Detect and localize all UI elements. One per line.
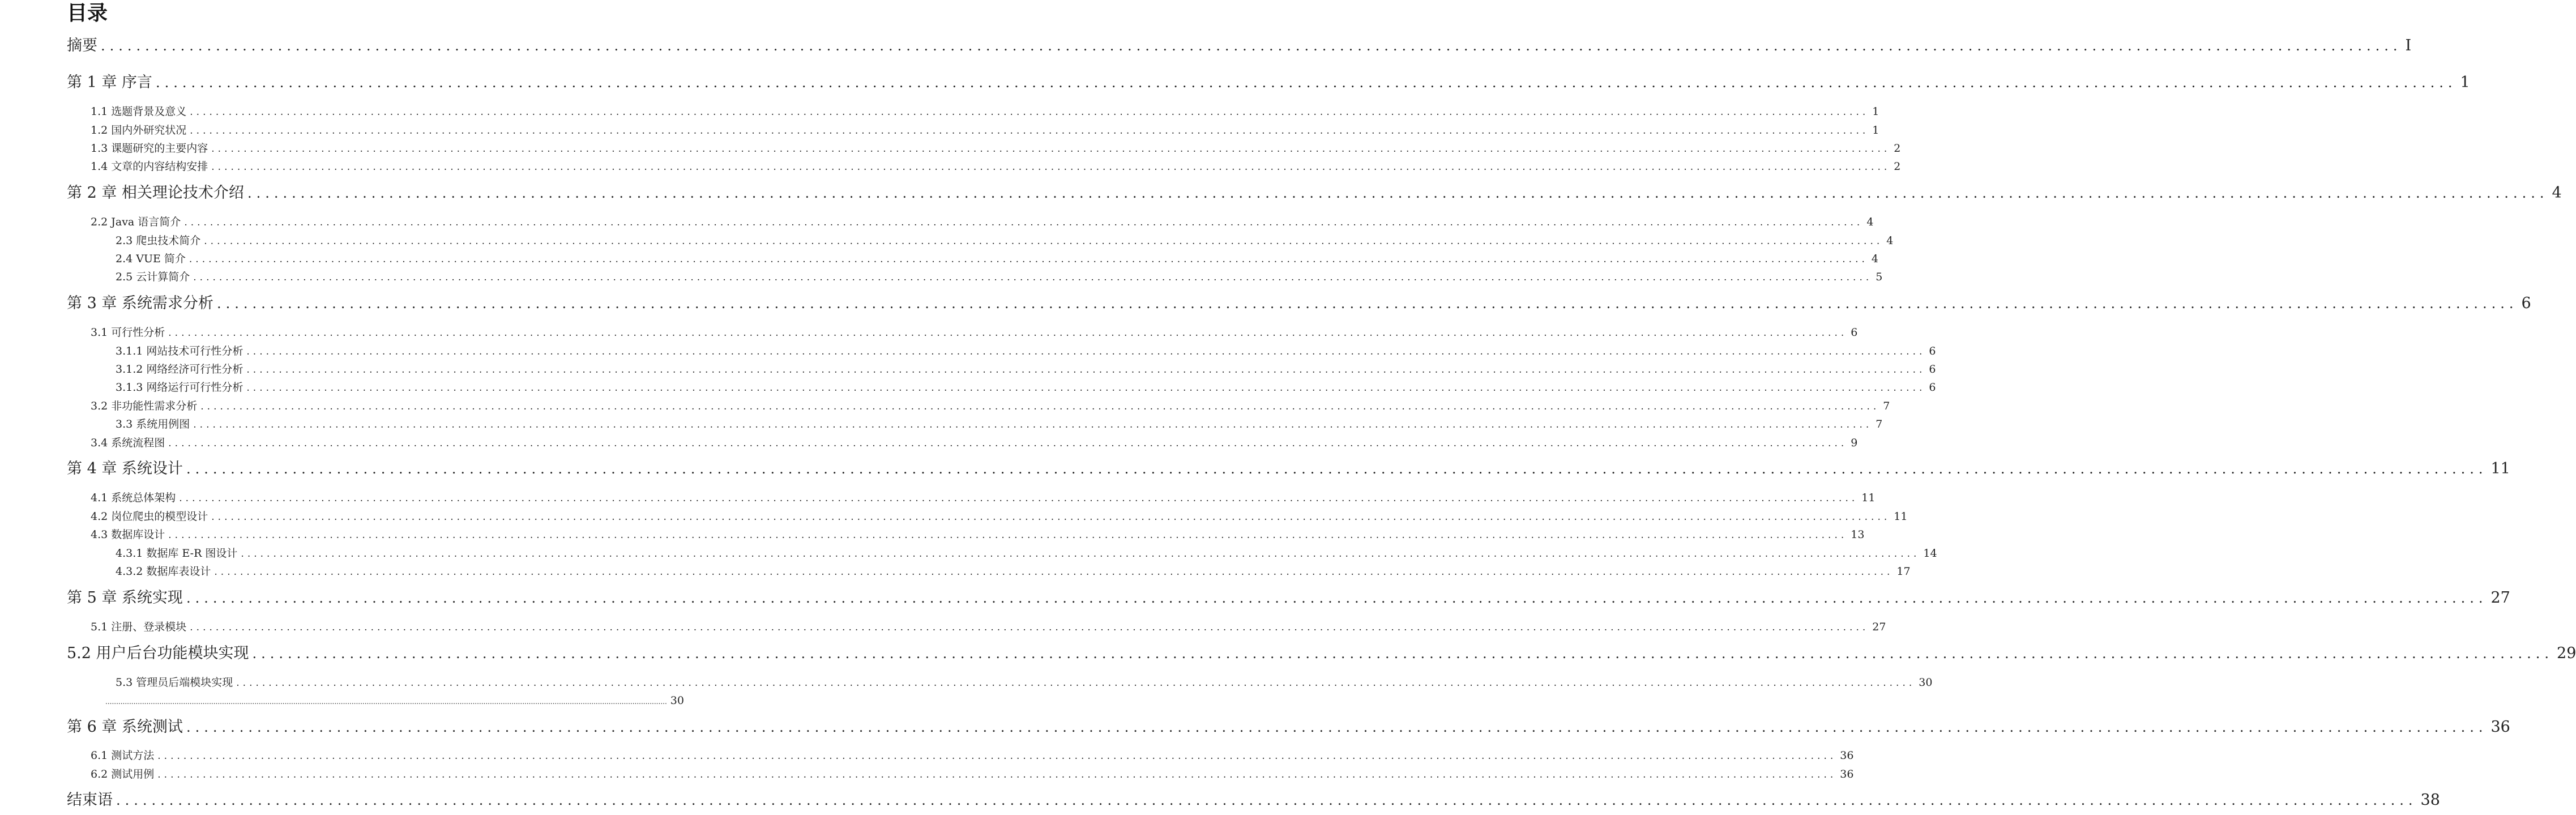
toc-dot-leader: .................................................................................................................................................................................................................................................................... — [186, 719, 2488, 735]
toc-entry-title: 第 3 章 系统需求分析 — [67, 295, 213, 312]
toc-page-number: 36 — [2490, 718, 2510, 736]
toc-entry-title: 2.3 爬虫技术简介 — [116, 234, 201, 247]
toc-entry[interactable] — [91, 124, 1879, 137]
toc-page-number: 6 — [1851, 326, 1858, 339]
toc-page-number: 2 — [1894, 160, 1901, 173]
toc-entry[interactable] — [116, 271, 1883, 284]
toc-entry-title: 第 6 章 系统测试 — [67, 718, 183, 736]
toc-page-number: 6 — [1929, 345, 1936, 357]
toc-entry[interactable] — [67, 295, 2531, 313]
toc-dot-leader: .................................................................................................................................................................................................................................................................... — [105, 698, 667, 706]
toc-page-number: 4 — [1866, 216, 1874, 228]
toc-entry-title: 4.3.1 数据库 E-R 图设计 — [116, 547, 238, 560]
toc-dot-leader: .................................................................................................................................................................................................................................................................... — [246, 382, 1926, 394]
toc-entry-title: 4.2 岗位爬虫的模型设计 — [91, 510, 208, 523]
toc-dot-leader: .................................................................................................................................................................................................................................................................... — [200, 401, 1880, 412]
toc-page-number: 11 — [1861, 492, 1876, 504]
toc-page-number: 4 — [1871, 253, 1878, 265]
toc-page-number: 38 — [2420, 791, 2440, 809]
toc-dot-leader: .................................................................................................................................................................................................................................................................... — [241, 548, 1920, 560]
toc-dot-leader: .................................................................................................................................................................................................................................................................... — [190, 106, 1869, 118]
toc-page-number: 27 — [1872, 621, 1886, 633]
toc-dot-leader: .................................................................................................................................................................................................................................................................... — [252, 646, 2554, 662]
toc-page-number: 14 — [1923, 547, 1937, 560]
toc-entry[interactable] — [116, 565, 1911, 578]
toc-entry[interactable] — [116, 547, 1937, 560]
toc-entry[interactable] — [91, 510, 1908, 523]
toc-entry-title: 2.2 Java 语言简介 — [91, 216, 181, 228]
toc-dot-leader: .................................................................................................................................................................................................................................................................... — [168, 530, 1848, 541]
toc-entry-title: 2.5 云计算简介 — [116, 271, 190, 283]
toc-page-number: 7 — [1883, 400, 1890, 412]
toc-entry-title: 第 5 章 系统实现 — [67, 589, 183, 607]
toc-dot-leader: .................................................................................................................................................................................................................................................................... — [190, 125, 1869, 136]
toc-entry-title: 第 1 章 序言 — [67, 74, 152, 91]
toc-dot-leader: .................................................................................................................................................................................................................................................................... — [211, 161, 1891, 173]
toc-dot-leader: .................................................................................................................................................................................................................................................................... — [214, 566, 1894, 578]
toc-page-number: 7 — [1876, 418, 1883, 430]
toc-entry[interactable] — [91, 749, 1854, 762]
toc-page-number: 4 — [1886, 234, 1894, 247]
toc-dot-leader: .................................................................................................................................................................................................................................................................... — [247, 185, 2549, 201]
toc-dot-leader: .................................................................................................................................................................................................................................................................... — [204, 236, 1883, 247]
toc-dot-leader: .................................................................................................................................................................................................................................................................... — [216, 296, 2518, 312]
toc-entry[interactable] — [91, 528, 1865, 541]
toc-entry[interactable] — [91, 400, 1890, 413]
toc-page-number: 13 — [1851, 528, 1865, 541]
toc-entry[interactable] — [91, 492, 1876, 505]
toc-entry[interactable] — [91, 768, 1854, 781]
toc-dot-leader: .................................................................................................................................................................................................................................................................... — [157, 750, 1837, 762]
toc-entry-title: 1.4 文章的内容结构安排 — [91, 160, 208, 173]
toc-dot-leader: .................................................................................................................................................................................................................................................................... — [179, 493, 1859, 504]
toc-entry[interactable] — [116, 234, 1894, 248]
toc-page-number: 4 — [2552, 184, 2562, 202]
toc-dot-leader: .................................................................................................................................................................................................................................................................... — [193, 272, 1873, 283]
toc-page-number: 2 — [1894, 142, 1901, 155]
toc-entry-title: 结束语 — [67, 791, 113, 809]
toc-page-number: 27 — [2490, 589, 2510, 607]
toc-entry[interactable] — [67, 460, 2510, 478]
toc-entry-title: 第 4 章 系统设计 — [67, 460, 183, 477]
toc-entry-title: 1.1 选题背景及意义 — [91, 105, 187, 118]
toc-entry-title: 摘要 — [67, 37, 97, 54]
toc-entry-title: 6.1 测试方法 — [91, 749, 155, 762]
toc-entry-title: 3.2 非功能性需求分析 — [91, 400, 198, 412]
toc-page-number: 5 — [1876, 271, 1883, 283]
toc-entry[interactable] — [91, 160, 1901, 173]
toc-entry-title: 3.3 系统用例图 — [116, 418, 190, 430]
toc-dot-leader: .................................................................................................................................................................................................................................................................... — [101, 38, 2402, 54]
toc-entry-title: 6.2 测试用例 — [91, 768, 155, 780]
toc-page-number: 9 — [1851, 437, 1858, 449]
toc-entry[interactable] — [67, 37, 2412, 55]
toc-entry-title: 3.1.3 网络运行可行性分析 — [116, 381, 243, 394]
toc-dot-leader: .................................................................................................................................................................................................................................................................... — [168, 327, 1848, 339]
toc-entry[interactable] — [91, 326, 1858, 339]
page-title: 目录 — [67, 2, 108, 25]
toc-page-number: 11 — [1894, 510, 1908, 523]
toc-entry-title: 5.3 管理员后端模块实现 — [116, 676, 233, 689]
toc-page-number: 6 — [2521, 295, 2531, 312]
toc-entry-title: 1.3 课题研究的主要内容 — [91, 142, 208, 155]
toc-dot-leader: .................................................................................................................................................................................................................................................................... — [155, 75, 2457, 91]
toc-entry[interactable] — [67, 791, 2440, 809]
toc-dot-leader: .................................................................................................................................................................................................................................................................... — [184, 217, 1864, 228]
toc-entry[interactable] — [116, 676, 1933, 689]
toc-entry-title: 2.4 VUE 简介 — [116, 253, 186, 265]
toc-dot-leader: .................................................................................................................................................................................................................................................................... — [186, 590, 2488, 606]
toc-entry-title: 1.2 国内外研究状况 — [91, 124, 187, 136]
toc-entry-title: 4.3 数据库设计 — [91, 528, 165, 541]
toc-entry-title: 3.4 系统流程图 — [91, 437, 165, 449]
toc-page-number: 11 — [2490, 460, 2510, 477]
toc-dot-leader: .................................................................................................................................................................................................................................................................... — [189, 254, 1868, 265]
toc-page-number: 36 — [1840, 749, 1854, 762]
toc-dot-leader: .................................................................................................................................................................................................................................................................... — [168, 438, 1848, 449]
toc-dot-leader: .................................................................................................................................................................................................................................................................... — [157, 769, 1837, 780]
toc-page-number: 6 — [1929, 363, 1936, 376]
toc-entry-title: 3.1 可行性分析 — [91, 326, 165, 339]
toc-page-number: 30 — [1919, 676, 1933, 689]
toc-entry[interactable] — [116, 253, 1878, 266]
toc-entry-title: 3.1.1 网站技术可行性分析 — [116, 345, 243, 357]
toc-entry[interactable] — [67, 718, 2510, 736]
toc-page-number: I — [2405, 37, 2412, 54]
toc-entry-title: 5.2 用户后台功能模块实现 — [67, 645, 249, 662]
toc-entry[interactable] — [116, 363, 1936, 376]
toc-dot-leader: .................................................................................................................................................................................................................................................................... — [211, 511, 1891, 523]
toc-page-number: 6 — [1929, 381, 1936, 394]
toc-entry[interactable] — [67, 645, 2576, 663]
toc-entry[interactable] — [91, 437, 1858, 450]
toc-page-number: 1 — [1872, 105, 1879, 118]
toc-page-number: 1 — [1872, 124, 1879, 136]
toc-page-number: 17 — [1896, 565, 1911, 578]
toc-entry[interactable] — [67, 74, 2470, 92]
toc-entry[interactable] — [91, 142, 1901, 155]
toc-dot-leader: .................................................................................................................................................................................................................................................................... — [116, 792, 2417, 808]
toc-dot-leader: .................................................................................................................................................................................................................................................................... — [193, 419, 1873, 430]
toc-entry-title: 4.3.2 数据库表设计 — [116, 565, 211, 578]
toc-entry[interactable] — [67, 184, 2562, 202]
toc-entry[interactable] — [91, 105, 1879, 118]
toc-entry-title: 4.1 系统总体架构 — [91, 492, 176, 504]
toc-dot-leader: .................................................................................................................................................................................................................................................................... — [236, 677, 1916, 689]
toc-page-number: 29 — [2557, 645, 2576, 662]
toc-dot-leader: .................................................................................................................................................................................................................................................................... — [190, 622, 1869, 633]
toc-entry-title: 5.1 注册、登录模块 — [91, 621, 187, 633]
toc-dot-leader: .................................................................................................................................................................................................................................................................... — [246, 346, 1926, 357]
toc-entry[interactable] — [91, 621, 1886, 634]
toc-entry-title: 第 2 章 相关理论技术介绍 — [67, 184, 244, 202]
toc-entry[interactable] — [91, 216, 1874, 229]
toc-dot-leader: .................................................................................................................................................................................................................................................................... — [186, 461, 2488, 477]
toc-page-number: 36 — [1840, 768, 1854, 780]
toc-entry[interactable] — [102, 694, 684, 708]
toc-dot-leader: .................................................................................................................................................................................................................................................................... — [211, 143, 1891, 155]
toc-entry[interactable] — [116, 418, 1883, 431]
toc-dot-leader: .................................................................................................................................................................................................................................................................... — [246, 364, 1926, 376]
toc-entry[interactable] — [116, 381, 1936, 394]
toc-page-number: 1 — [2460, 74, 2470, 91]
toc-entry[interactable] — [116, 345, 1936, 358]
toc-page-number: 30 — [670, 694, 684, 707]
toc-entry-title: 3.1.2 网络经济可行性分析 — [116, 363, 243, 376]
toc-entry[interactable] — [67, 589, 2510, 607]
